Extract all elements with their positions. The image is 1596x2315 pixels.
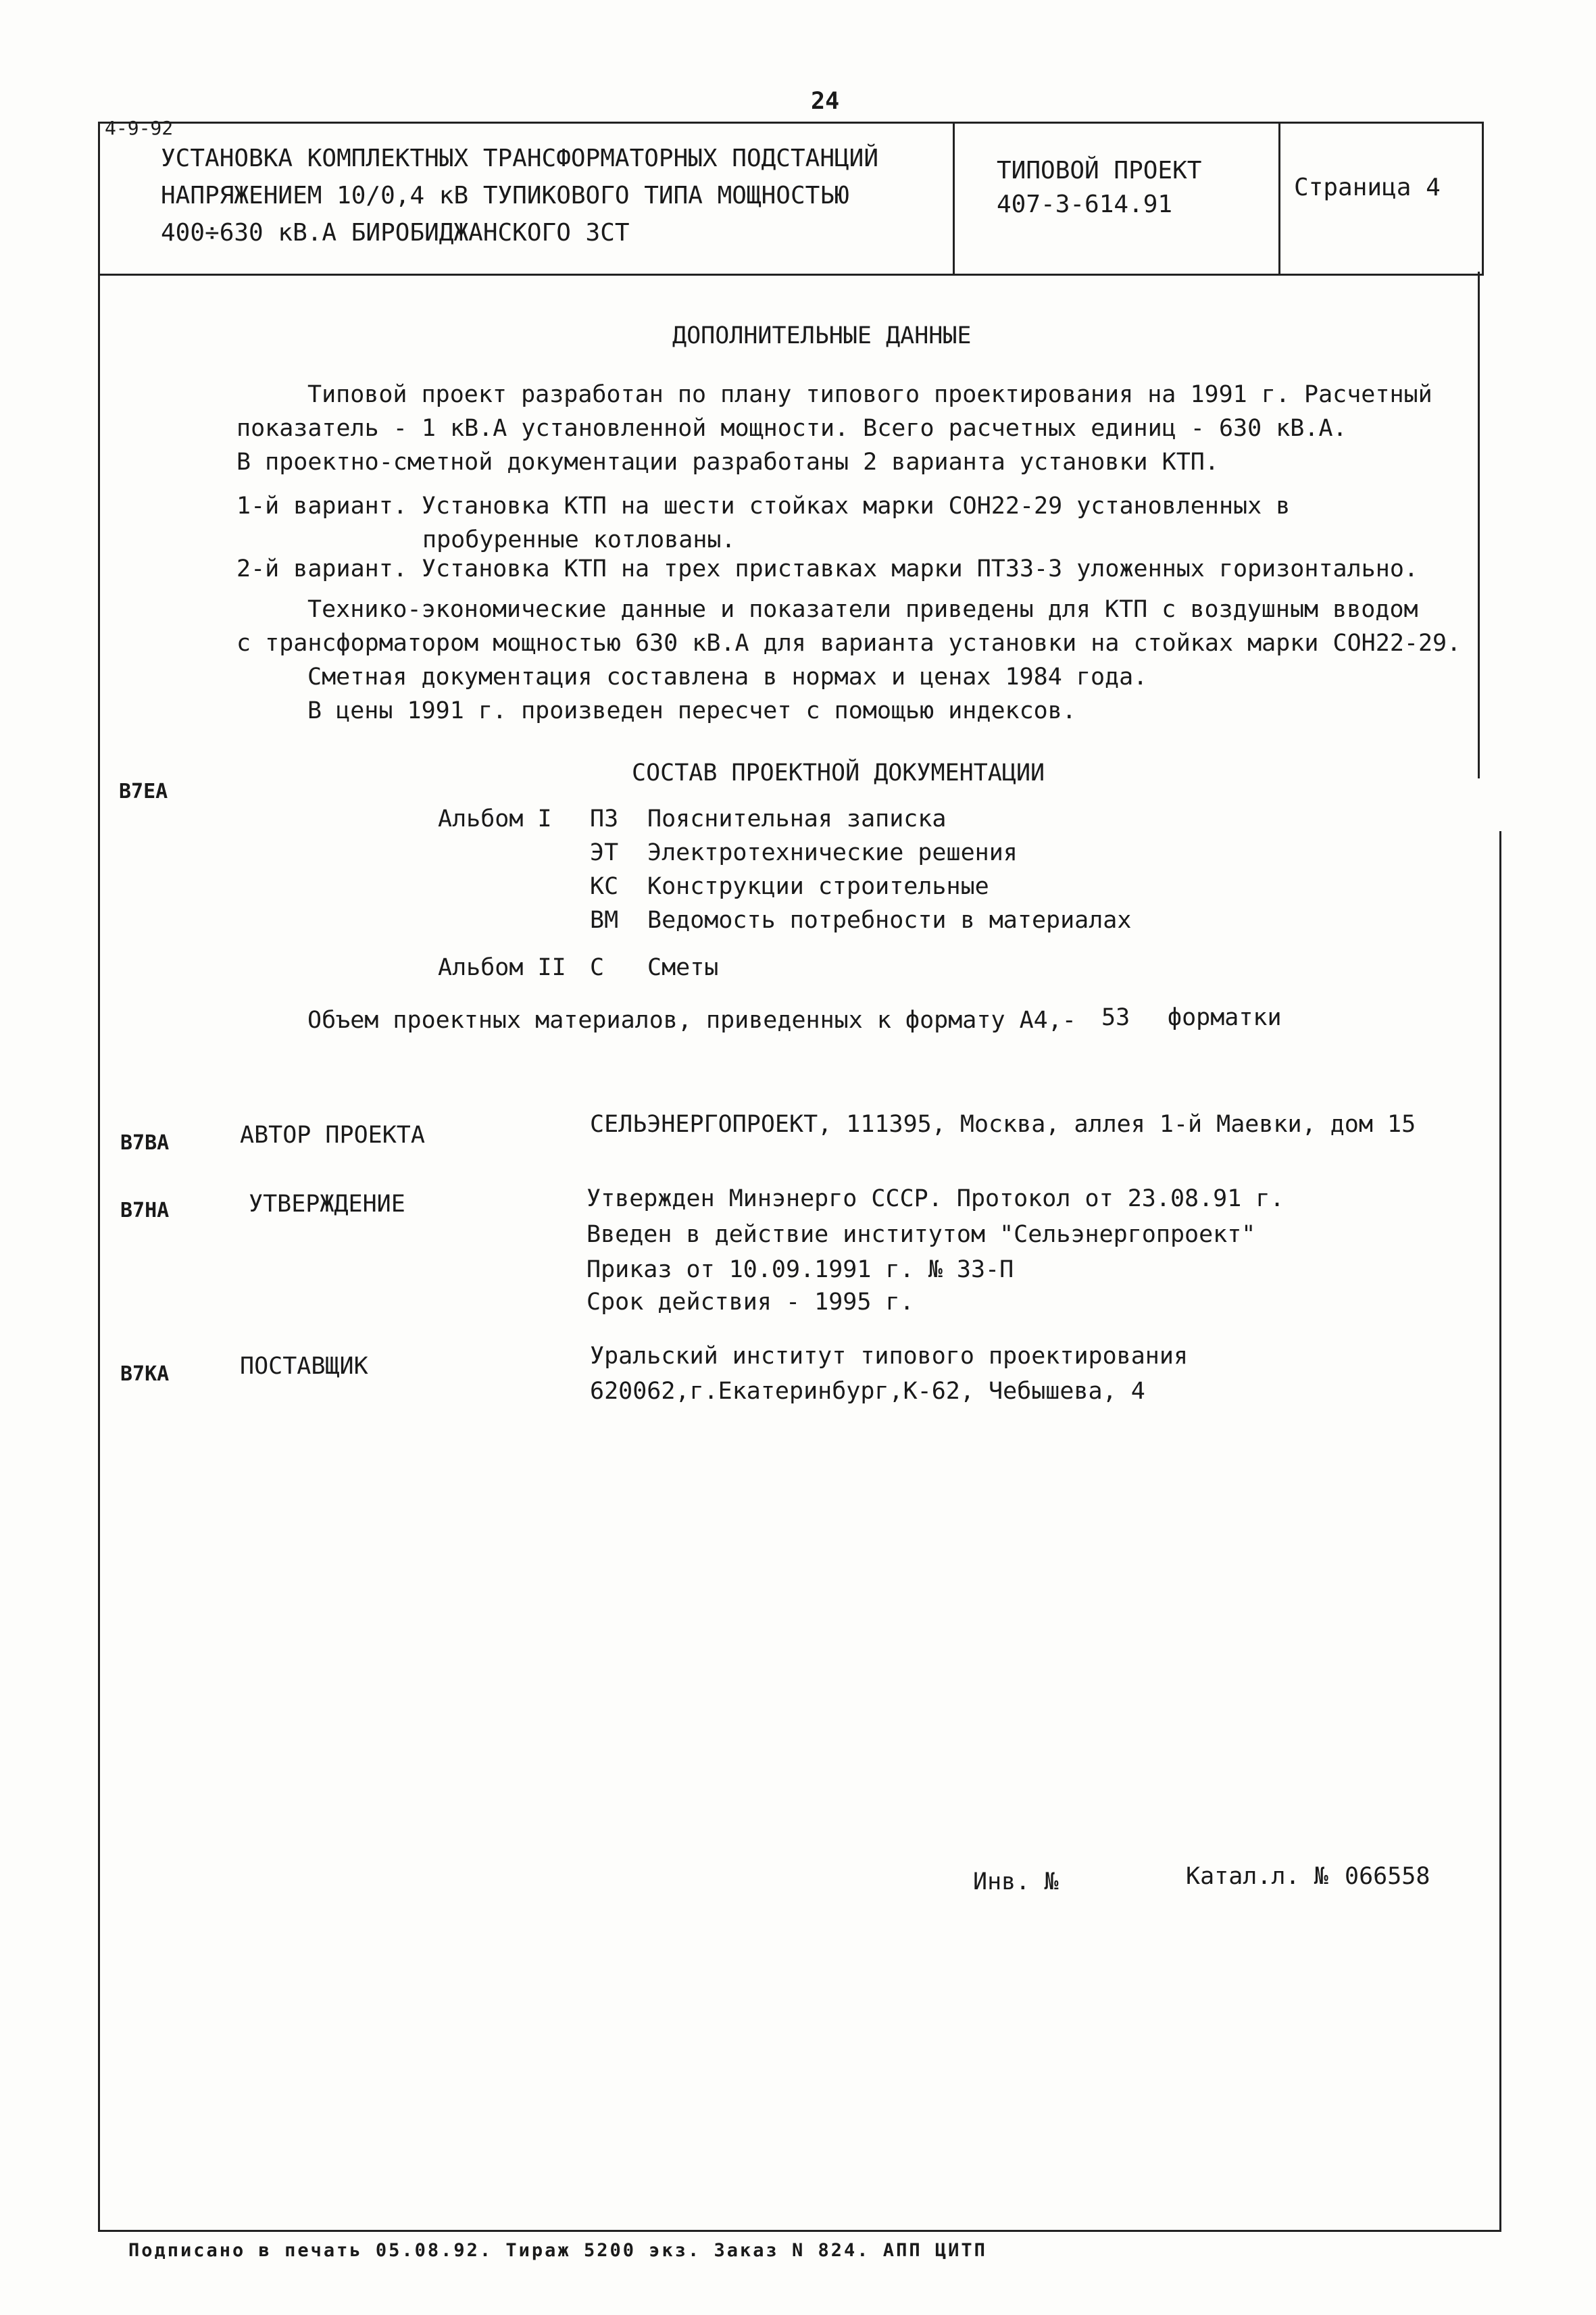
album-item-code: ВМ: [590, 907, 619, 934]
album-item-name: Пояснительная записка: [647, 805, 947, 832]
additional-line: 1-й вариант. Установка КТП на шести стойках марки СОН22-29 установленных в: [236, 493, 1291, 520]
project-number: 407-3-614.91: [997, 191, 1173, 218]
header-title-line-1: УСТАНОВКА КОМПЛЕКТНЫХ ТРАНСФОРМАТОРНЫХ ПОДСТАНЦИЙ: [161, 145, 879, 172]
additional-heading: ДОПОЛНИТЕЛЬНЫЕ ДАННЫЕ: [672, 322, 972, 349]
album-item-name: Сметы: [647, 954, 719, 981]
album-2-label: Альбом II: [438, 954, 566, 981]
album-item-code: ПЗ: [590, 805, 619, 832]
page-label: Страница 4: [1294, 174, 1441, 201]
approval-line: Введен в действие институтом "Сельэнергопроект": [587, 1221, 1256, 1248]
date-stamp: 4-9-92: [105, 117, 174, 139]
supplier-label: ПОСТАВЩИК: [240, 1353, 368, 1380]
additional-line: с трансформатором мощностью 630 кВ.А для варианта установки на стойках марки СОН22-29.: [236, 630, 1462, 657]
supplier-code: В7КА: [120, 1362, 170, 1386]
additional-line: В проектно-сметной документации разработаны 2 варианта установки КТП.: [236, 449, 1219, 476]
author-code: В7ВА: [120, 1131, 170, 1155]
album-item-code: КС: [590, 873, 619, 900]
volume-value: 53: [1101, 1004, 1130, 1031]
approval-line: Приказ от 10.09.1991 г. № 33-П: [587, 1256, 1014, 1283]
author-label: АВТОР ПРОЕКТА: [240, 1122, 425, 1149]
inventory-label: Инв. №: [973, 1868, 1059, 1895]
additional-line: Типовой проект разработан по плану типового проектирования на 1991 г. Расчетный: [307, 381, 1432, 408]
album-item-name: Конструкции строительные: [647, 873, 989, 900]
approval-code: В7НА: [120, 1199, 170, 1222]
additional-line: пробуренные котлованы.: [422, 526, 736, 553]
approval-line: Утвержден Минэнерго СССР. Протокол от 23.08.91 г.: [587, 1185, 1285, 1212]
volume-text: Объем проектных материалов, приведенных к формату А4,-: [307, 1007, 1076, 1034]
author-value: СЕЛЬЭНЕРГОПРОЕКТ, 111395, Москва, аллея 1-й Маевки, дом 15: [590, 1111, 1416, 1138]
header-title-line-3: 400÷630 кВ.А БИРОБИДЖАНСКОГО ЗСТ: [161, 219, 630, 247]
supplier-line: 620062,г.Екатеринбург,К-62, Чебышева, 4: [590, 1378, 1145, 1405]
additional-line: 2-й вариант. Установка КТП на трех приставках марки ПТ33-3 уложенных горизонтально.: [236, 555, 1418, 582]
print-line: Подписано в печать 05.08.92. Тираж 5200 экз. Заказ N 824. АПП ЦИТП: [128, 2240, 987, 2261]
supplier-line: Уральский институт типового проектирования: [590, 1343, 1189, 1370]
album-1-label: Альбом I: [438, 805, 552, 832]
composition-code: В7ЕА: [119, 780, 168, 803]
project-label: ТИПОВОЙ ПРОЕКТ: [997, 157, 1202, 184]
catalog-label: Катал.л. №: [1186, 1863, 1328, 1890]
approval-label: УТВЕРЖДЕНИЕ: [249, 1191, 405, 1218]
header-title-line-2: НАПРЯЖЕНИЕМ 10/0,4 кВ ТУПИКОВОГО ТИПА МОЩНОСТЬЮ: [161, 182, 849, 209]
additional-line: Сметная документация составлена в нормах и ценах 1984 года.: [307, 664, 1148, 691]
additional-line: Технико-экономические данные и показатели приведены для КТП с воздушным вводом: [307, 596, 1418, 623]
album-item-code: С: [590, 954, 605, 981]
page-number: 24: [811, 88, 840, 115]
additional-line: В цены 1991 г. произведен пересчет с помощью индексов.: [307, 697, 1076, 724]
approval-line: Срок действия - 1995 г.: [587, 1289, 914, 1316]
volume-unit: форматки: [1168, 1004, 1282, 1031]
album-item-name: Электротехнические решения: [647, 839, 1018, 866]
album-item-name: Ведомость потребности в материалах: [647, 907, 1132, 934]
additional-line: показатель - 1 кВ.А установленной мощности. Всего расчетных единиц - 630 кВ.А.: [236, 415, 1347, 442]
catalog-number: 066558: [1345, 1863, 1430, 1890]
composition-heading: СОСТАВ ПРОЕКТНОЙ ДОКУМЕНТАЦИИ: [632, 760, 1045, 787]
album-item-code: ЭТ: [590, 839, 619, 866]
